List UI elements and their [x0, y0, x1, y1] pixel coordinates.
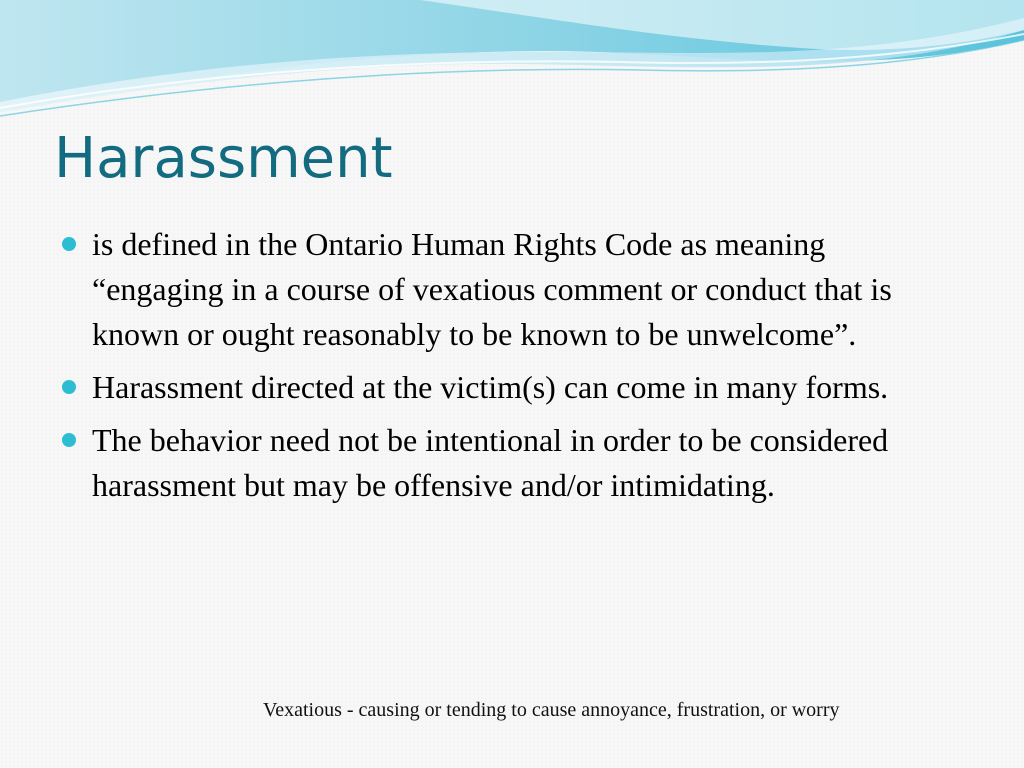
bullet-text: The behavior need not be intentional in order to be considered harassment but may be offensive and/or intimidating.: [92, 422, 889, 503]
bullet-icon: [62, 237, 76, 251]
bullet-item: [60, 222, 960, 357]
bullet-icon: [62, 433, 76, 447]
bullet-icon: [62, 380, 76, 394]
slide-title: Harassment: [54, 126, 393, 191]
bullet-text: is defined in the Ontario Human Rights Code as meaning “engaging in a course of vexatious comment or conduct that is known or ought reasonably to be known to be unwelcome”.: [92, 226, 892, 352]
bullet-text: Harassment directed at the victim(s) can come in many forms.: [92, 369, 889, 405]
bullet-item: [60, 418, 960, 508]
bullet-list: [60, 222, 960, 516]
header-wave-decoration: [0, 0, 1024, 120]
footnote-definition: Vexatious - causing or tending to cause annoyance, frustration, or worry: [263, 699, 840, 721]
bullet-item: [60, 365, 960, 410]
